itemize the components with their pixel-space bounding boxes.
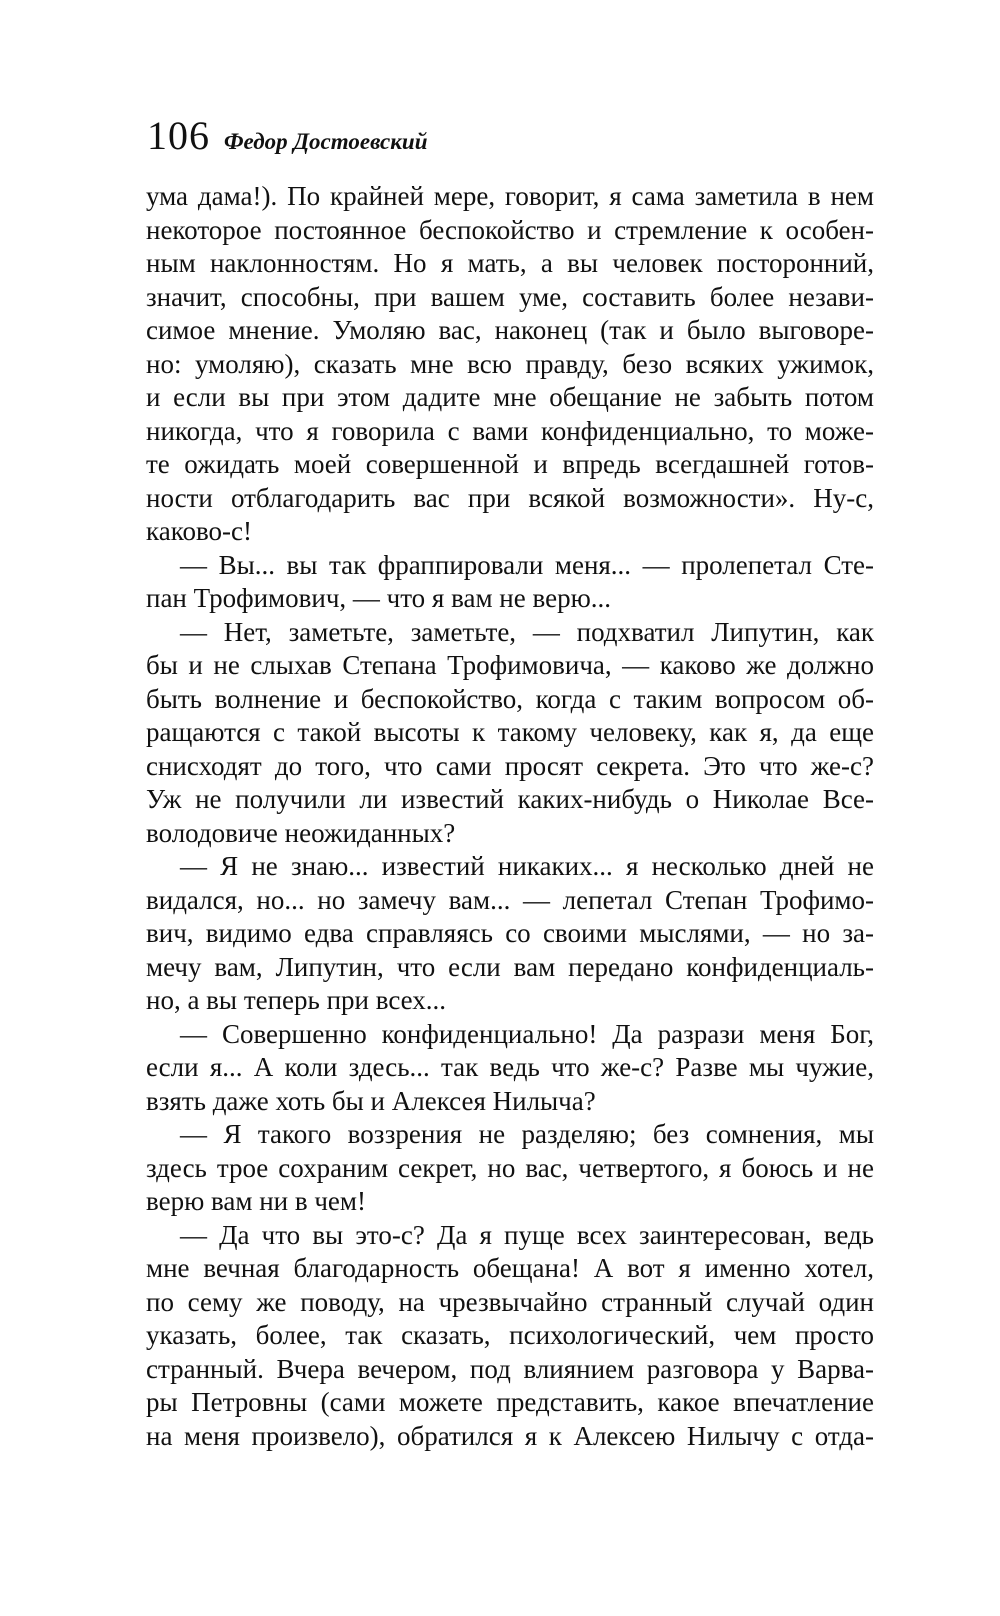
text-line: те ожидать моей совершенной и впредь всегдашней готов- xyxy=(146,449,874,479)
text-line: пан Трофимович, — что я вам не верю... xyxy=(146,583,611,613)
text-line: Уж не получили ли известий каких-нибудь о Николае Все- xyxy=(146,784,874,814)
text-line: мне вечная благодарность обещана! А вот я именно хотел, xyxy=(146,1253,874,1283)
text-line: некоторое постоянное беспокойство и стремление к особен- xyxy=(146,214,874,245)
text-line: ности отблагодарить вас при всякой возможности». Ну-с, xyxy=(146,482,874,513)
text-line: но, а вы теперь при всех... xyxy=(146,985,447,1015)
text-line: странный. Вчера вечером, под влиянием разговора у Варва- xyxy=(146,1353,874,1384)
text-line: бы и не слыхав Степана Трофимовича, — каково же должно xyxy=(146,650,874,680)
text-line: — Да что вы это-с? Да я пуще всех заинтересован, ведь xyxy=(180,1219,874,1250)
text-line: верю вам ни в чем! xyxy=(146,1186,366,1216)
text-line: быть волнение и беспокойство, когда с таким вопросом об- xyxy=(146,683,874,714)
text-line: вич, видимо едва справляясь со своими мыслями, — но за- xyxy=(146,918,874,948)
text-line: ума дама!). По крайней мере, говорит, я сама заметила в нем xyxy=(146,181,874,211)
text-line: видался, но... но замечу вам... — лепетал Степан Трофимо- xyxy=(146,884,874,915)
text-line: взять даже хоть бы и Алексея Нилыча? xyxy=(146,1085,596,1116)
text-line: по сему же поводу, на чрезвычайно странный случай один xyxy=(146,1286,874,1317)
text-line: володовиче неожиданных? xyxy=(146,817,456,848)
text-line: — Совершенно конфиденциально! Да разрази меня Бог, xyxy=(180,1018,874,1049)
page-number: 106 xyxy=(147,113,210,158)
text-line: снисходят до того, что сами просят секрета. Это что же-с? xyxy=(146,750,874,781)
text-line: — Нет, заметьте, заметьте, — подхватил Липутин, как xyxy=(180,616,874,647)
author-name: Федор Достоевский xyxy=(224,129,428,154)
text-line: но: умоляю), сказать мне всю правду, безо всяких ужимок, xyxy=(146,348,874,379)
text-line: и если вы при этом дадите мне обещание не забыть потом xyxy=(146,382,874,412)
text-line: на меня произвело), обратился я к Алексею Нилычу с отда- xyxy=(146,1420,874,1451)
text-line: симое мнение. Умоляю вас, наконец (так и было выговоре- xyxy=(146,315,874,345)
text-line: мечу вам, Липутин, что если вам передано конфиденциаль- xyxy=(146,951,874,982)
text-line: ры Петровны (сами можете представить, какое впечатление xyxy=(146,1387,874,1417)
text-line: указать, более, так сказать, психологический, чем просто xyxy=(146,1320,874,1350)
text-line: каково-с! xyxy=(146,516,252,546)
text-line: — Я такого воззрения не разделяю; без сомнения, мы xyxy=(180,1119,874,1149)
text-line: если я... А коли здесь... так ведь что же-с? Разве мы чужие, xyxy=(146,1052,874,1082)
text-line: ным наклонностям. Но я мать, а вы человек посторонний, xyxy=(146,248,874,278)
text-line: — Я не знаю... известий никаких... я несколько дней не xyxy=(180,851,874,881)
text-line: ращаются с такой высоты к такому человеку, как я, да еще xyxy=(146,717,874,747)
text-line: значит, способны, при вашем уме, составить более незави- xyxy=(146,281,874,312)
text-line: никогда, что я говорила с вами конфиденциально, то може- xyxy=(146,415,874,446)
running-head xyxy=(147,112,428,162)
text-line: — Вы... вы так фраппировали меня... — пролепетал Сте- xyxy=(180,549,874,580)
body-text xyxy=(146,180,874,1453)
text-line: здесь трое сохраним секрет, но вас, четвертого, я боюсь и не xyxy=(146,1152,874,1183)
